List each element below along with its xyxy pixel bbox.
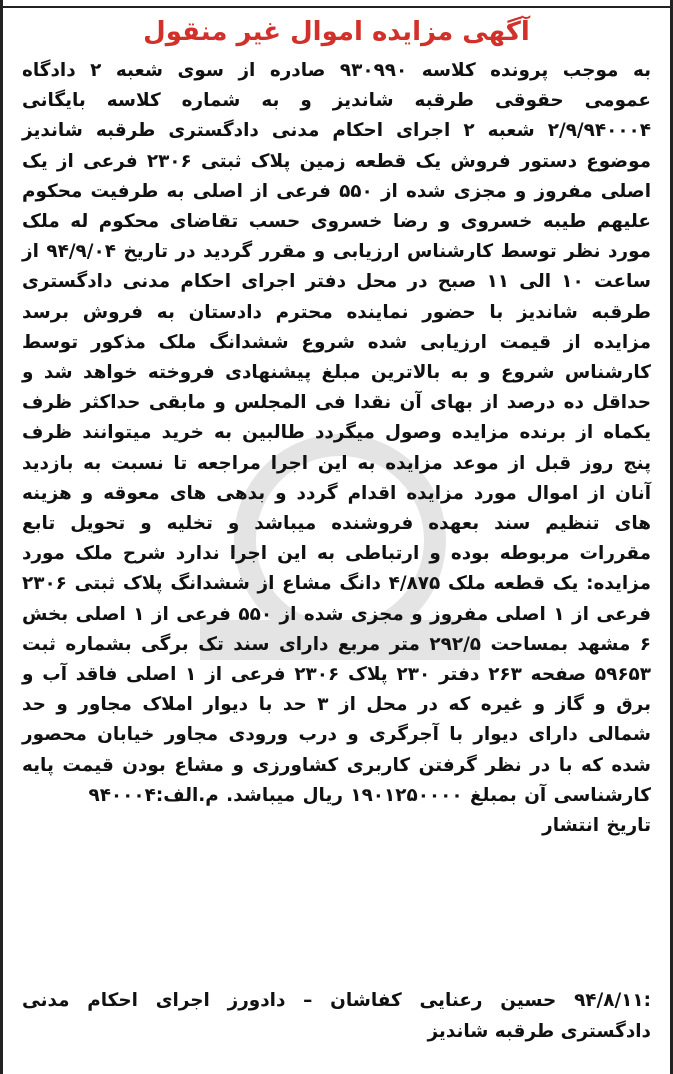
- signature-text: :۹۴/۸/۱۱ حسین رعنایی کفاشان – دادورز اجرای احکام مدنی دادگستری طرقبه شاندیز: [22, 990, 651, 1042]
- left-border: [0, 0, 3, 1074]
- notice-title: آگهی مزایده اموال غیر منقول: [143, 17, 530, 47]
- notice-signature: [22, 986, 651, 1047]
- notice-body: [22, 56, 651, 841]
- publish-date-label: تاریخ انتشار: [542, 815, 651, 837]
- top-border: [0, 0, 673, 8]
- notice-paragraph: به موجب پرونده کلاسه ۹۳۰۹۹۰ صادره از سوی شعبه ۲ دادگاه عمومی حقوقی طرقبه شاندیز و به شماره کلاسه بایگانی ۲/۹/۹۴۰۰۰۴ شعبه ۲ اجرای احکام مدنی دادگستری طرقبه شاندیز موضوع دستور فروش یک قطعه زمین پلاک ثبتی ۲۳۰۶ فرعی از یک اصلی مفروز و مجزی شده از ۵۵۰ فرعی از اصلی به طرفیت محکوم علیهم طیبه خسروی و رضا خسروی حسب تقاضای محکوم له ملک مورد نظر توسط کارشناس ارزیابی و مقرر گردید در تاریخ ۹۴/۹/۰۴ از ساعت ۱۰ الی ۱۱ صبح در محل دفتر اجرای احکام مدنی دادگستری طرقبه شاندیز با حضور نماینده محترم دادستان به فروش برسد مزایده از قیمت ارزیابی شده شروع ششدانگ ملک مذکور توسط کارشناس شروع و به بالاترین مبلغ پیشنهادی فروخته خواهد شد و حداقل ده درصد از بهای آن نقدا فی المجلس و مابقی حداکثر ظرف یکماه از برنده مزایده وصول میگردد طالبین به خرید میتوانند ظرف پنج روز قبل از موعد مزایده به این اجرا مراجعه تا نسبت به بازدید آنان از اموال مورد مزایده اقدام گردد و بدهی های معوقه و هزینه های تنظیم سند بعهده فروشنده میباشد و تخلیه و تحویل تابع مقررات مربوطه بوده و ارتباطی به این اجرا ندارد شرح ملک مورد مزایده: یک قطعه ملک ۴/۸۷۵ دانگ مشاع از ششدانگ پلاک ثبتی ۲۳۰۶ فرعی از ۱ اصلی مفروز و مجزی شده از ۵۵۰ فرعی از ۱ اصلی بخش ۶ مشهد بمساحت ۲۹۲/۵ متر مربع دارای سند تک برگی بشماره ثبت ۵۹۶۵۳ صفحه ۲۶۳ دفتر ۲۳۰ پلاک ۲۳۰۶ فرعی از ۱ اصلی فاقد آب و برق و گاز و غیره که در محل از ۳ حد با دیوار املاک مجاور و حد شمالی دارای دیوار با آجرگری و درب ورودی مجاور خیابان محصور شده که با در نظر گرفتن کاربری کشاورزی و مشاع بودن قیمت پایه کارشناسی آن بمبلغ ۱۹۰۱۲۵۰۰۰۰ ریال میباشد. م.الف:۹۴۰۰۰۴: [22, 60, 652, 806]
